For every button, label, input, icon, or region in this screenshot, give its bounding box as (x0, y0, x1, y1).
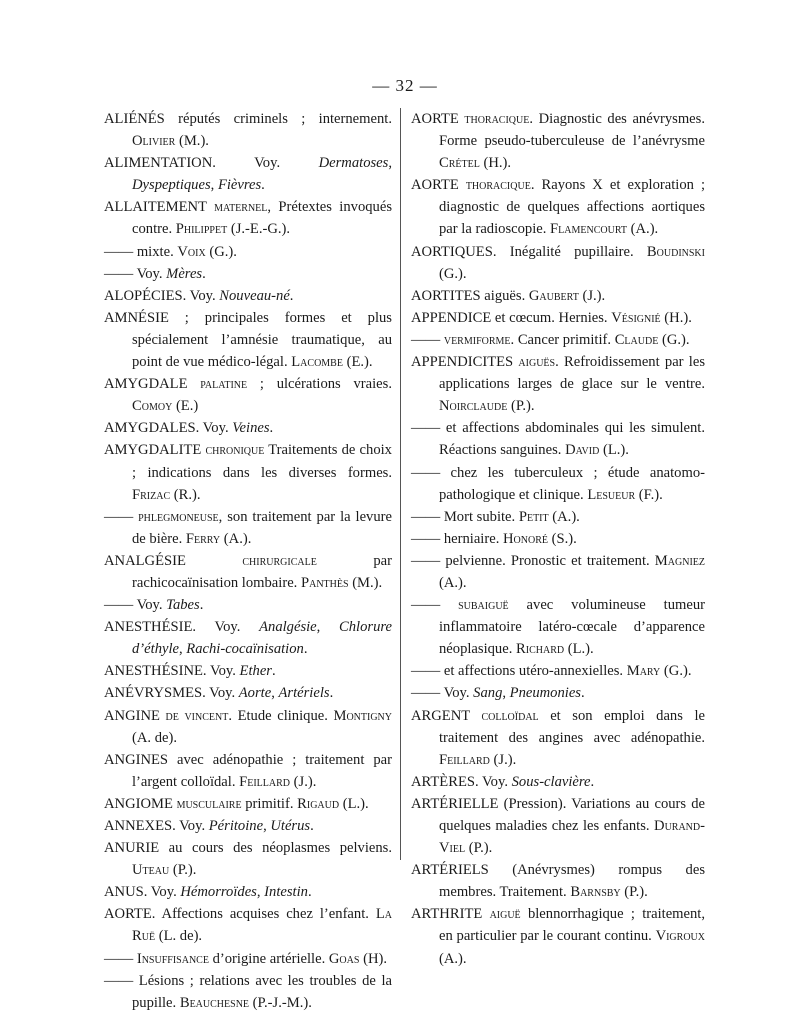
index-entry: AMNÉSIE ; principales formes et plus spécialement l’amnésie traumatique, au point de vue médico-légal. Lacombe (E.). (104, 309, 392, 371)
index-entry: AMYGDALE palatine ; ulcérations vraies. Comoy (E.) (104, 376, 392, 415)
index-entry: ANGINES avec adénopathie ; traitement par l’argent colloïdal. Feillard (J.). (104, 751, 392, 790)
index-entry: —— pelvienne. Pronostic et traitement. Magniez (A.). (411, 552, 705, 591)
index-entry: ANNEXES. Voy. Péritoine, Utérus. (104, 818, 314, 834)
index-entry: —— et affections utéro-annexielles. Mary (G.). (411, 663, 692, 680)
index-entry: AORTIQUES. Inégalité pupillaire. Boudinski (G.). (411, 243, 705, 282)
index-entry: ALIMENTATION. Voy. Dermatoses, Dyspeptiques, Fièvres. (104, 155, 392, 194)
index-entry: ANUS. Voy. Hémorroïdes, Intestin. (104, 884, 312, 901)
index-entry: —— herniaire. Honoré (S.). (411, 530, 577, 547)
index-entry: ARTHRITE aiguë blennorrhagique ; traitement, en particulier par le courant continu. Vigroux (A.). (411, 906, 706, 967)
index-entry: ANURIE au cours des néoplasmes pelviens. Uteau (P.). (104, 840, 392, 879)
index-entry: —— subaiguë avec volumineuse tumeur inflammatoire latéro-cœcale d’apparence néoplasique. Richard (L.). (411, 597, 705, 658)
index-entry: AORTE thoracique. Rayons X et exploration ; diagnostic de quelques affections aortiques par la radioscopie. Flamencourt (A.). (411, 177, 706, 238)
column-divider (400, 108, 401, 860)
index-entry: —— Insuffisance d’origine artérielle. Goas (H). (104, 950, 387, 967)
index-entry: ALLAITEMENT maternel, Prétextes invoqués contre. Philippet (J.-E.-G.). (104, 199, 392, 238)
index-entry: AMYGDALITE chronique Traitements de choix ; indications dans les diverses formes. Frizac (R.). (104, 442, 392, 503)
index-entry: —— Voy. Tabes. (104, 597, 204, 614)
index-entry: ANALGÉSIE chirurgicale par rachicocaïnisation lombaire. Panthès (M.). (104, 552, 392, 591)
index-entry: ANGINE de vincent. Etude clinique. Montigny (A. de). (104, 707, 392, 746)
index-entry: AMYGDALES. Voy. Veines. (104, 420, 274, 437)
index-entry: AORTE thoracique. Diagnostic des anévrysmes. Forme pseudo-tuberculeuse de l’anévrysme Crétel (H.). (411, 111, 705, 172)
index-entry: —— phlegmoneuse, son traitement par la levure de bière. Ferry (A.). (104, 508, 392, 547)
index-entry: ARTÈRES. Voy. Sous-clavière. (411, 773, 595, 790)
index-entry: APPENDICITES aiguës. Refroidissement par les applications larges de glace sur le ventre. Noirclaude (P.). (411, 354, 705, 415)
index-entry: ARTÉRIELLE (Pression). Variations au cours de quelques maladies chez les enfants. Durand-Viel (P.). (411, 795, 705, 857)
index-entry: ANESTHÉSINE. Voy. Ether. (104, 663, 276, 680)
index-entry: APPENDICE et cœcum. Hernies. Vésignié (H.). (411, 309, 692, 326)
index-entry: ALIÉNÉS réputés criminels ; internement. Olivier (M.). (104, 111, 392, 150)
page-number: — 32 — (372, 76, 438, 95)
index-entry: ANESTHÉSIE. Voy. Analgésie, Chlorure d’éthyle, Rachi-cocaïnisation. (104, 619, 392, 658)
index-entry: —— mixte. Voix (G.). (104, 243, 237, 260)
right-column (411, 108, 705, 970)
index-entry: AORTE. Affections acquises chez l’enfant. La Ruë (L. de). (104, 906, 392, 945)
index-entry: —— Mort subite. Petit (A.). (411, 508, 580, 525)
index-entry: —— et affections abdominales qui les simulent. Réactions sanguines. David (L.). (411, 420, 705, 459)
index-entry: ARGENT colloïdal et son emploi dans le traitement des angines avec adénopathie. Feillard (J.). (411, 707, 705, 768)
index-entry: —— Voy. Mères. (104, 265, 206, 282)
index-entry: ANÉVRYSMES. Voy. Aorte, Artériels. (104, 685, 334, 702)
left-column (104, 108, 392, 1014)
index-entry: ARTÉRIELS (Anévrysmes) rompus des membres. Traitement. Barnsby (P.). (411, 862, 705, 901)
index-entry: —— vermiforme. Cancer primitif. Claude (G.). (411, 331, 690, 348)
index-entry: —— Lésions ; relations avec les troubles de la pupille. Beauchesne (P.-J.-M.). (104, 972, 392, 1011)
index-entry: AORTITES aiguës. Gaubert (J.). (411, 287, 606, 304)
index-entry: ALOPÉCIES. Voy. Nouveau-né. (104, 287, 294, 304)
index-entry: ANGIOME musculaire primitif. Rigaud (L.). (104, 795, 369, 812)
index-entry: —— chez les tuberculeux ; étude anatomo-pathologique et clinique. Lesueur (F.). (411, 464, 705, 503)
index-entry: —— Voy. Sang, Pneumonies. (411, 685, 585, 702)
